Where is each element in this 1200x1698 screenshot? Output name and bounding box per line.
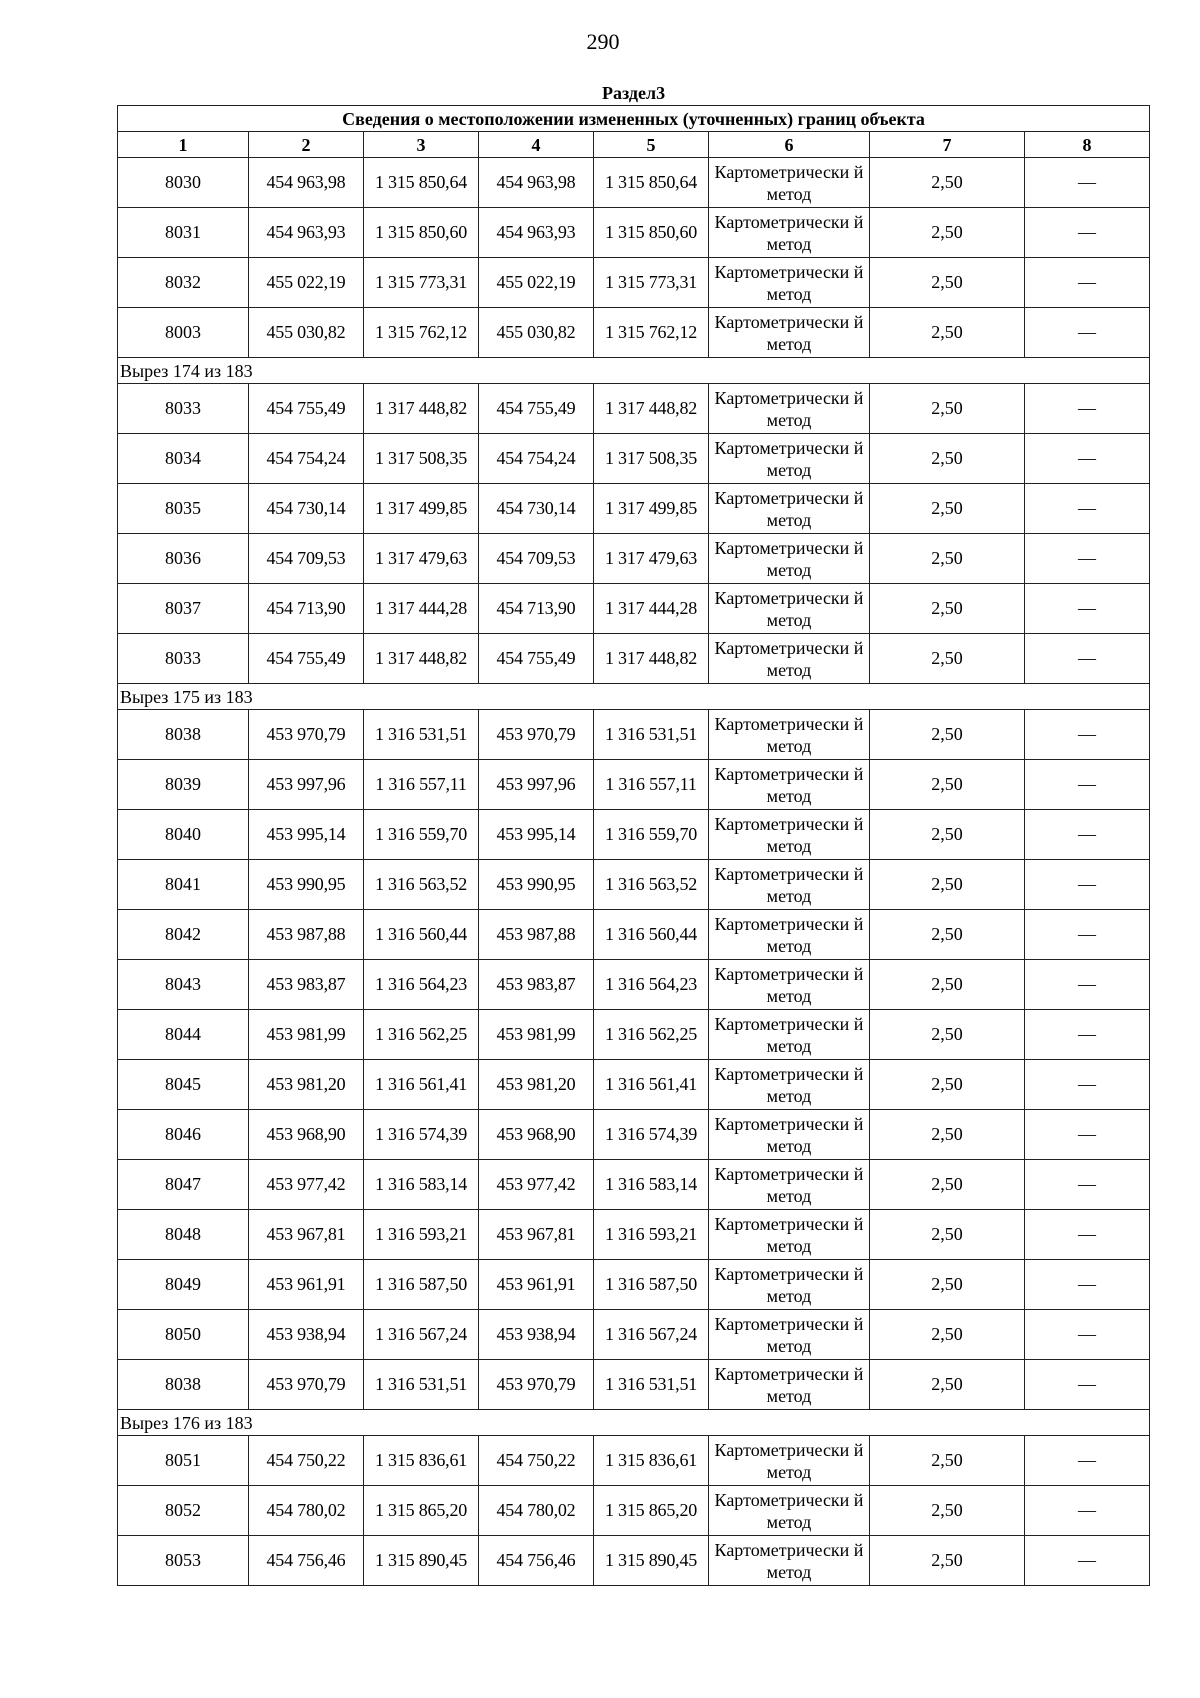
y-coordinate-new: 1 317 444,28: [594, 584, 709, 634]
x-coordinate: 454 755,49: [249, 634, 364, 684]
method-description: Картометрически й метод: [709, 710, 870, 760]
method-description: Картометрически й метод: [709, 308, 870, 358]
method-description: Картометрически й метод: [709, 1486, 870, 1536]
y-coordinate-new: 1 317 479,63: [594, 534, 709, 584]
accuracy-value: 2,50: [870, 1436, 1025, 1486]
extra-value: —: [1025, 1310, 1150, 1360]
point-number: 8038: [118, 1360, 249, 1410]
table-title: Сведения о местоположении измененных (уточненных) границ объекта: [118, 106, 1150, 132]
y-coordinate: 1 316 562,25: [364, 1010, 479, 1060]
accuracy-value: 2,50: [870, 584, 1025, 634]
y-coordinate: 1 316 563,52: [364, 860, 479, 910]
cutout-caption: Вырез 174 из 183: [118, 358, 1150, 384]
method-description: Картометрически й метод: [709, 1536, 870, 1586]
extra-value: —: [1025, 1210, 1150, 1260]
x-coordinate-new: 453 970,79: [479, 1360, 594, 1410]
point-number: 8034: [118, 434, 249, 484]
extra-value: —: [1025, 1010, 1150, 1060]
y-coordinate-new: 1 317 508,35: [594, 434, 709, 484]
accuracy-value: 2,50: [870, 1360, 1025, 1410]
y-coordinate: 1 316 557,11: [364, 760, 479, 810]
table-row: [118, 1060, 1150, 1110]
point-number: 8035: [118, 484, 249, 534]
y-coordinate: 1 316 567,24: [364, 1310, 479, 1360]
y-coordinate-new: 1 316 557,11: [594, 760, 709, 810]
accuracy-value: 2,50: [870, 534, 1025, 584]
y-coordinate-new: 1 316 559,70: [594, 810, 709, 860]
x-coordinate-new: 453 968,90: [479, 1110, 594, 1160]
y-coordinate: 1 315 850,60: [364, 208, 479, 258]
table-row: [118, 208, 1150, 258]
accuracy-value: 2,50: [870, 710, 1025, 760]
cutout-caption-row: [118, 1410, 1150, 1436]
extra-value: —: [1025, 258, 1150, 308]
table-row: [118, 258, 1150, 308]
x-coordinate: 453 970,79: [249, 710, 364, 760]
accuracy-value: 2,50: [870, 208, 1025, 258]
point-number: 8047: [118, 1160, 249, 1210]
x-coordinate-new: 454 963,98: [479, 158, 594, 208]
point-number: 8046: [118, 1110, 249, 1160]
y-coordinate-new: 1 317 448,82: [594, 384, 709, 434]
accuracy-value: 2,50: [870, 1110, 1025, 1160]
y-coordinate-new: 1 315 865,20: [594, 1486, 709, 1536]
column-number: 4: [479, 132, 594, 158]
extra-value: —: [1025, 484, 1150, 534]
y-coordinate-new: 1 316 574,39: [594, 1110, 709, 1160]
extra-value: —: [1025, 584, 1150, 634]
y-coordinate: 1 317 444,28: [364, 584, 479, 634]
point-number: 8038: [118, 710, 249, 760]
point-number: 8037: [118, 584, 249, 634]
point-number: 8044: [118, 1010, 249, 1060]
method-description: Картометрически й метод: [709, 960, 870, 1010]
y-coordinate-new: 1 315 890,45: [594, 1536, 709, 1586]
point-number: 8033: [118, 634, 249, 684]
extra-value: —: [1025, 434, 1150, 484]
y-coordinate: 1 317 448,82: [364, 384, 479, 434]
point-number: 8049: [118, 1260, 249, 1310]
x-coordinate: 453 981,99: [249, 1010, 364, 1060]
x-coordinate: 454 755,49: [249, 384, 364, 434]
x-coordinate-new: 454 713,90: [479, 584, 594, 634]
y-coordinate-new: 1 316 587,50: [594, 1260, 709, 1310]
accuracy-value: 2,50: [870, 1160, 1025, 1210]
extra-value: —: [1025, 208, 1150, 258]
x-coordinate: 454 750,22: [249, 1436, 364, 1486]
extra-value: —: [1025, 910, 1150, 960]
table-row: [118, 308, 1150, 358]
y-coordinate-new: 1 316 593,21: [594, 1210, 709, 1260]
table-row: [118, 810, 1150, 860]
x-coordinate: 453 983,87: [249, 960, 364, 1010]
x-coordinate-new: 453 981,99: [479, 1010, 594, 1060]
y-coordinate: 1 315 850,64: [364, 158, 479, 208]
x-coordinate-new: 453 983,87: [479, 960, 594, 1010]
y-coordinate: 1 316 593,21: [364, 1210, 479, 1260]
method-description: Картометрически й метод: [709, 484, 870, 534]
cutout-caption: Вырез 175 из 183: [118, 684, 1150, 710]
accuracy-value: 2,50: [870, 1486, 1025, 1536]
x-coordinate-new: 453 967,81: [479, 1210, 594, 1260]
method-description: Картометрически й метод: [709, 158, 870, 208]
x-coordinate-new: 454 750,22: [479, 1436, 594, 1486]
column-number: 3: [364, 132, 479, 158]
x-coordinate: 453 961,91: [249, 1260, 364, 1310]
x-coordinate: 454 780,02: [249, 1486, 364, 1536]
point-number: 8040: [118, 810, 249, 860]
method-description: Картометрически й метод: [709, 910, 870, 960]
accuracy-value: 2,50: [870, 1210, 1025, 1260]
method-description: Картометрически й метод: [709, 1060, 870, 1110]
x-coordinate: 453 981,20: [249, 1060, 364, 1110]
point-number: 8036: [118, 534, 249, 584]
point-number: 8030: [118, 158, 249, 208]
y-coordinate: 1 316 564,23: [364, 960, 479, 1010]
cutout-caption-row: [118, 358, 1150, 384]
y-coordinate-new: 1 316 560,44: [594, 910, 709, 960]
accuracy-value: 2,50: [870, 960, 1025, 1010]
x-coordinate: 455 022,19: [249, 258, 364, 308]
method-description: Картометрически й метод: [709, 1210, 870, 1260]
y-coordinate: 1 316 531,51: [364, 1360, 479, 1410]
table-row: [118, 1436, 1150, 1486]
y-coordinate-new: 1 316 531,51: [594, 1360, 709, 1410]
page-number: 290: [586, 29, 620, 54]
table-row: [118, 860, 1150, 910]
table-row: [118, 1536, 1150, 1586]
method-description: Картометрически й метод: [709, 760, 870, 810]
y-coordinate: 1 315 836,61: [364, 1436, 479, 1486]
column-number: 1: [118, 132, 249, 158]
method-description: Картометрически й метод: [709, 634, 870, 684]
table-row: [118, 584, 1150, 634]
y-coordinate: 1 317 499,85: [364, 484, 479, 534]
accuracy-value: 2,50: [870, 158, 1025, 208]
boundary-coordinates-table: [117, 80, 1150, 1586]
y-coordinate: 1 316 560,44: [364, 910, 479, 960]
x-coordinate: 454 713,90: [249, 584, 364, 634]
point-number: 8053: [118, 1536, 249, 1586]
column-number-row: [118, 132, 1150, 158]
y-coordinate: 1 316 587,50: [364, 1260, 479, 1310]
x-coordinate-new: 453 990,95: [479, 860, 594, 910]
x-coordinate-new: 455 030,82: [479, 308, 594, 358]
extra-value: —: [1025, 1160, 1150, 1210]
x-coordinate-new: 454 780,02: [479, 1486, 594, 1536]
y-coordinate: 1 316 574,39: [364, 1110, 479, 1160]
column-number: 8: [1025, 132, 1150, 158]
method-description: Картометрически й метод: [709, 434, 870, 484]
point-number: 8051: [118, 1436, 249, 1486]
y-coordinate: 1 316 559,70: [364, 810, 479, 860]
extra-value: —: [1025, 1536, 1150, 1586]
x-coordinate: 453 987,88: [249, 910, 364, 960]
table-row: [118, 1360, 1150, 1410]
accuracy-value: 2,50: [870, 308, 1025, 358]
table-row: [118, 910, 1150, 960]
y-coordinate: 1 316 583,14: [364, 1160, 479, 1210]
x-coordinate-new: 454 755,49: [479, 634, 594, 684]
point-number: 8045: [118, 1060, 249, 1110]
extra-value: —: [1025, 1060, 1150, 1110]
accuracy-value: 2,50: [870, 860, 1025, 910]
y-coordinate-new: 1 315 850,64: [594, 158, 709, 208]
point-number: 8033: [118, 384, 249, 434]
x-coordinate-new: 453 961,91: [479, 1260, 594, 1310]
x-coordinate: 454 754,24: [249, 434, 364, 484]
x-coordinate: 455 030,82: [249, 308, 364, 358]
table-row: [118, 158, 1150, 208]
x-coordinate: 453 997,96: [249, 760, 364, 810]
x-coordinate-new: 453 970,79: [479, 710, 594, 760]
x-coordinate-new: 454 963,93: [479, 208, 594, 258]
y-coordinate-new: 1 317 448,82: [594, 634, 709, 684]
x-coordinate: 454 756,46: [249, 1536, 364, 1586]
x-coordinate-new: 455 022,19: [479, 258, 594, 308]
y-coordinate-new: 1 316 583,14: [594, 1160, 709, 1210]
y-coordinate-new: 1 316 567,24: [594, 1310, 709, 1360]
x-coordinate-new: 454 754,24: [479, 434, 594, 484]
accuracy-value: 2,50: [870, 910, 1025, 960]
y-coordinate-new: 1 315 850,60: [594, 208, 709, 258]
point-number: 8003: [118, 308, 249, 358]
table-row: [118, 534, 1150, 584]
y-coordinate: 1 315 865,20: [364, 1486, 479, 1536]
y-coordinate-new: 1 316 563,52: [594, 860, 709, 910]
y-coordinate-new: 1 316 564,23: [594, 960, 709, 1010]
extra-value: —: [1025, 534, 1150, 584]
x-coordinate-new: 453 987,88: [479, 910, 594, 960]
table-row: [118, 434, 1150, 484]
extra-value: —: [1025, 308, 1150, 358]
method-description: Картометрически й метод: [709, 1260, 870, 1310]
method-description: Картометрически й метод: [709, 208, 870, 258]
method-description: Картометрически й метод: [709, 1310, 870, 1360]
extra-value: —: [1025, 158, 1150, 208]
x-coordinate-new: 453 981,20: [479, 1060, 594, 1110]
x-coordinate-new: 454 709,53: [479, 534, 594, 584]
x-coordinate: 453 967,81: [249, 1210, 364, 1260]
accuracy-value: 2,50: [870, 384, 1025, 434]
extra-value: —: [1025, 1110, 1150, 1160]
table-row: [118, 1486, 1150, 1536]
table-row: [118, 960, 1150, 1010]
extra-value: —: [1025, 1260, 1150, 1310]
point-number: 8043: [118, 960, 249, 1010]
method-description: Картометрически й метод: [709, 1360, 870, 1410]
method-description: Картометрически й метод: [709, 534, 870, 584]
table-row: [118, 1160, 1150, 1210]
table-row: [118, 384, 1150, 434]
y-coordinate: 1 315 890,45: [364, 1536, 479, 1586]
point-number: 8031: [118, 208, 249, 258]
y-coordinate-new: 1 316 531,51: [594, 710, 709, 760]
extra-value: —: [1025, 384, 1150, 434]
y-coordinate: 1 315 762,12: [364, 308, 479, 358]
table-row: [118, 484, 1150, 534]
column-number: 7: [870, 132, 1025, 158]
extra-value: —: [1025, 760, 1150, 810]
method-description: Картометрически й метод: [709, 1160, 870, 1210]
table-row: [118, 1010, 1150, 1060]
column-number: 2: [249, 132, 364, 158]
y-coordinate-new: 1 316 561,41: [594, 1060, 709, 1110]
accuracy-value: 2,50: [870, 1260, 1025, 1310]
table-row: [118, 1260, 1150, 1310]
x-coordinate: 454 963,98: [249, 158, 364, 208]
table-row: [118, 1310, 1150, 1360]
method-description: Картометрически й метод: [709, 258, 870, 308]
accuracy-value: 2,50: [870, 760, 1025, 810]
x-coordinate: 454 709,53: [249, 534, 364, 584]
table-row: [118, 760, 1150, 810]
x-coordinate-new: 454 730,14: [479, 484, 594, 534]
y-coordinate-new: 1 315 762,12: [594, 308, 709, 358]
point-number: 8039: [118, 760, 249, 810]
point-number: 8032: [118, 258, 249, 308]
accuracy-value: 2,50: [870, 484, 1025, 534]
cutout-caption-row: [118, 684, 1150, 710]
y-coordinate-new: 1 316 562,25: [594, 1010, 709, 1060]
x-coordinate: 453 995,14: [249, 810, 364, 860]
column-number: 6: [709, 132, 870, 158]
y-coordinate: 1 317 479,63: [364, 534, 479, 584]
x-coordinate: 453 968,90: [249, 1110, 364, 1160]
y-coordinate: 1 315 773,31: [364, 258, 479, 308]
column-number: 5: [594, 132, 709, 158]
extra-value: —: [1025, 1486, 1150, 1536]
extra-value: —: [1025, 810, 1150, 860]
y-coordinate: 1 317 508,35: [364, 434, 479, 484]
x-coordinate-new: 453 977,42: [479, 1160, 594, 1210]
x-coordinate: 454 963,93: [249, 208, 364, 258]
x-coordinate-new: 454 756,46: [479, 1536, 594, 1586]
table-row: [118, 1110, 1150, 1160]
cutout-caption: Вырез 176 из 183: [118, 1410, 1150, 1436]
table-row: [118, 1210, 1150, 1260]
method-description: Картометрически й метод: [709, 384, 870, 434]
point-number: 8042: [118, 910, 249, 960]
point-number: 8041: [118, 860, 249, 910]
y-coordinate: 1 316 561,41: [364, 1060, 479, 1110]
x-coordinate: 453 977,42: [249, 1160, 364, 1210]
accuracy-value: 2,50: [870, 434, 1025, 484]
extra-value: —: [1025, 634, 1150, 684]
method-description: Картометрически й метод: [709, 1436, 870, 1486]
method-description: Картометрически й метод: [709, 810, 870, 860]
point-number: 8050: [118, 1310, 249, 1360]
extra-value: —: [1025, 860, 1150, 910]
y-coordinate-new: 1 315 836,61: [594, 1436, 709, 1486]
table-row: [118, 634, 1150, 684]
x-coordinate: 453 990,95: [249, 860, 364, 910]
y-coordinate: 1 316 531,51: [364, 710, 479, 760]
table-row: [118, 710, 1150, 760]
y-coordinate-new: 1 315 773,31: [594, 258, 709, 308]
accuracy-value: 2,50: [870, 1310, 1025, 1360]
method-description: Картометрически й метод: [709, 1110, 870, 1160]
point-number: 8048: [118, 1210, 249, 1260]
accuracy-value: 2,50: [870, 1010, 1025, 1060]
table-title-row: [118, 106, 1150, 132]
method-description: Картометрически й метод: [709, 584, 870, 634]
y-coordinate: 1 317 448,82: [364, 634, 479, 684]
section-title-row: [118, 80, 1150, 106]
x-coordinate: 453 970,79: [249, 1360, 364, 1410]
point-number: 8052: [118, 1486, 249, 1536]
section-title: Раздел3: [118, 80, 1150, 106]
method-description: Картометрически й метод: [709, 1010, 870, 1060]
method-description: Картометрически й метод: [709, 860, 870, 910]
extra-value: —: [1025, 710, 1150, 760]
x-coordinate-new: 454 755,49: [479, 384, 594, 434]
accuracy-value: 2,50: [870, 258, 1025, 308]
accuracy-value: 2,50: [870, 634, 1025, 684]
accuracy-value: 2,50: [870, 1060, 1025, 1110]
y-coordinate-new: 1 317 499,85: [594, 484, 709, 534]
x-coordinate-new: 453 995,14: [479, 810, 594, 860]
accuracy-value: 2,50: [870, 1536, 1025, 1586]
x-coordinate: 453 938,94: [249, 1310, 364, 1360]
x-coordinate: 454 730,14: [249, 484, 364, 534]
extra-value: —: [1025, 1360, 1150, 1410]
extra-value: —: [1025, 960, 1150, 1010]
x-coordinate-new: 453 938,94: [479, 1310, 594, 1360]
x-coordinate-new: 453 997,96: [479, 760, 594, 810]
accuracy-value: 2,50: [870, 810, 1025, 860]
extra-value: —: [1025, 1436, 1150, 1486]
